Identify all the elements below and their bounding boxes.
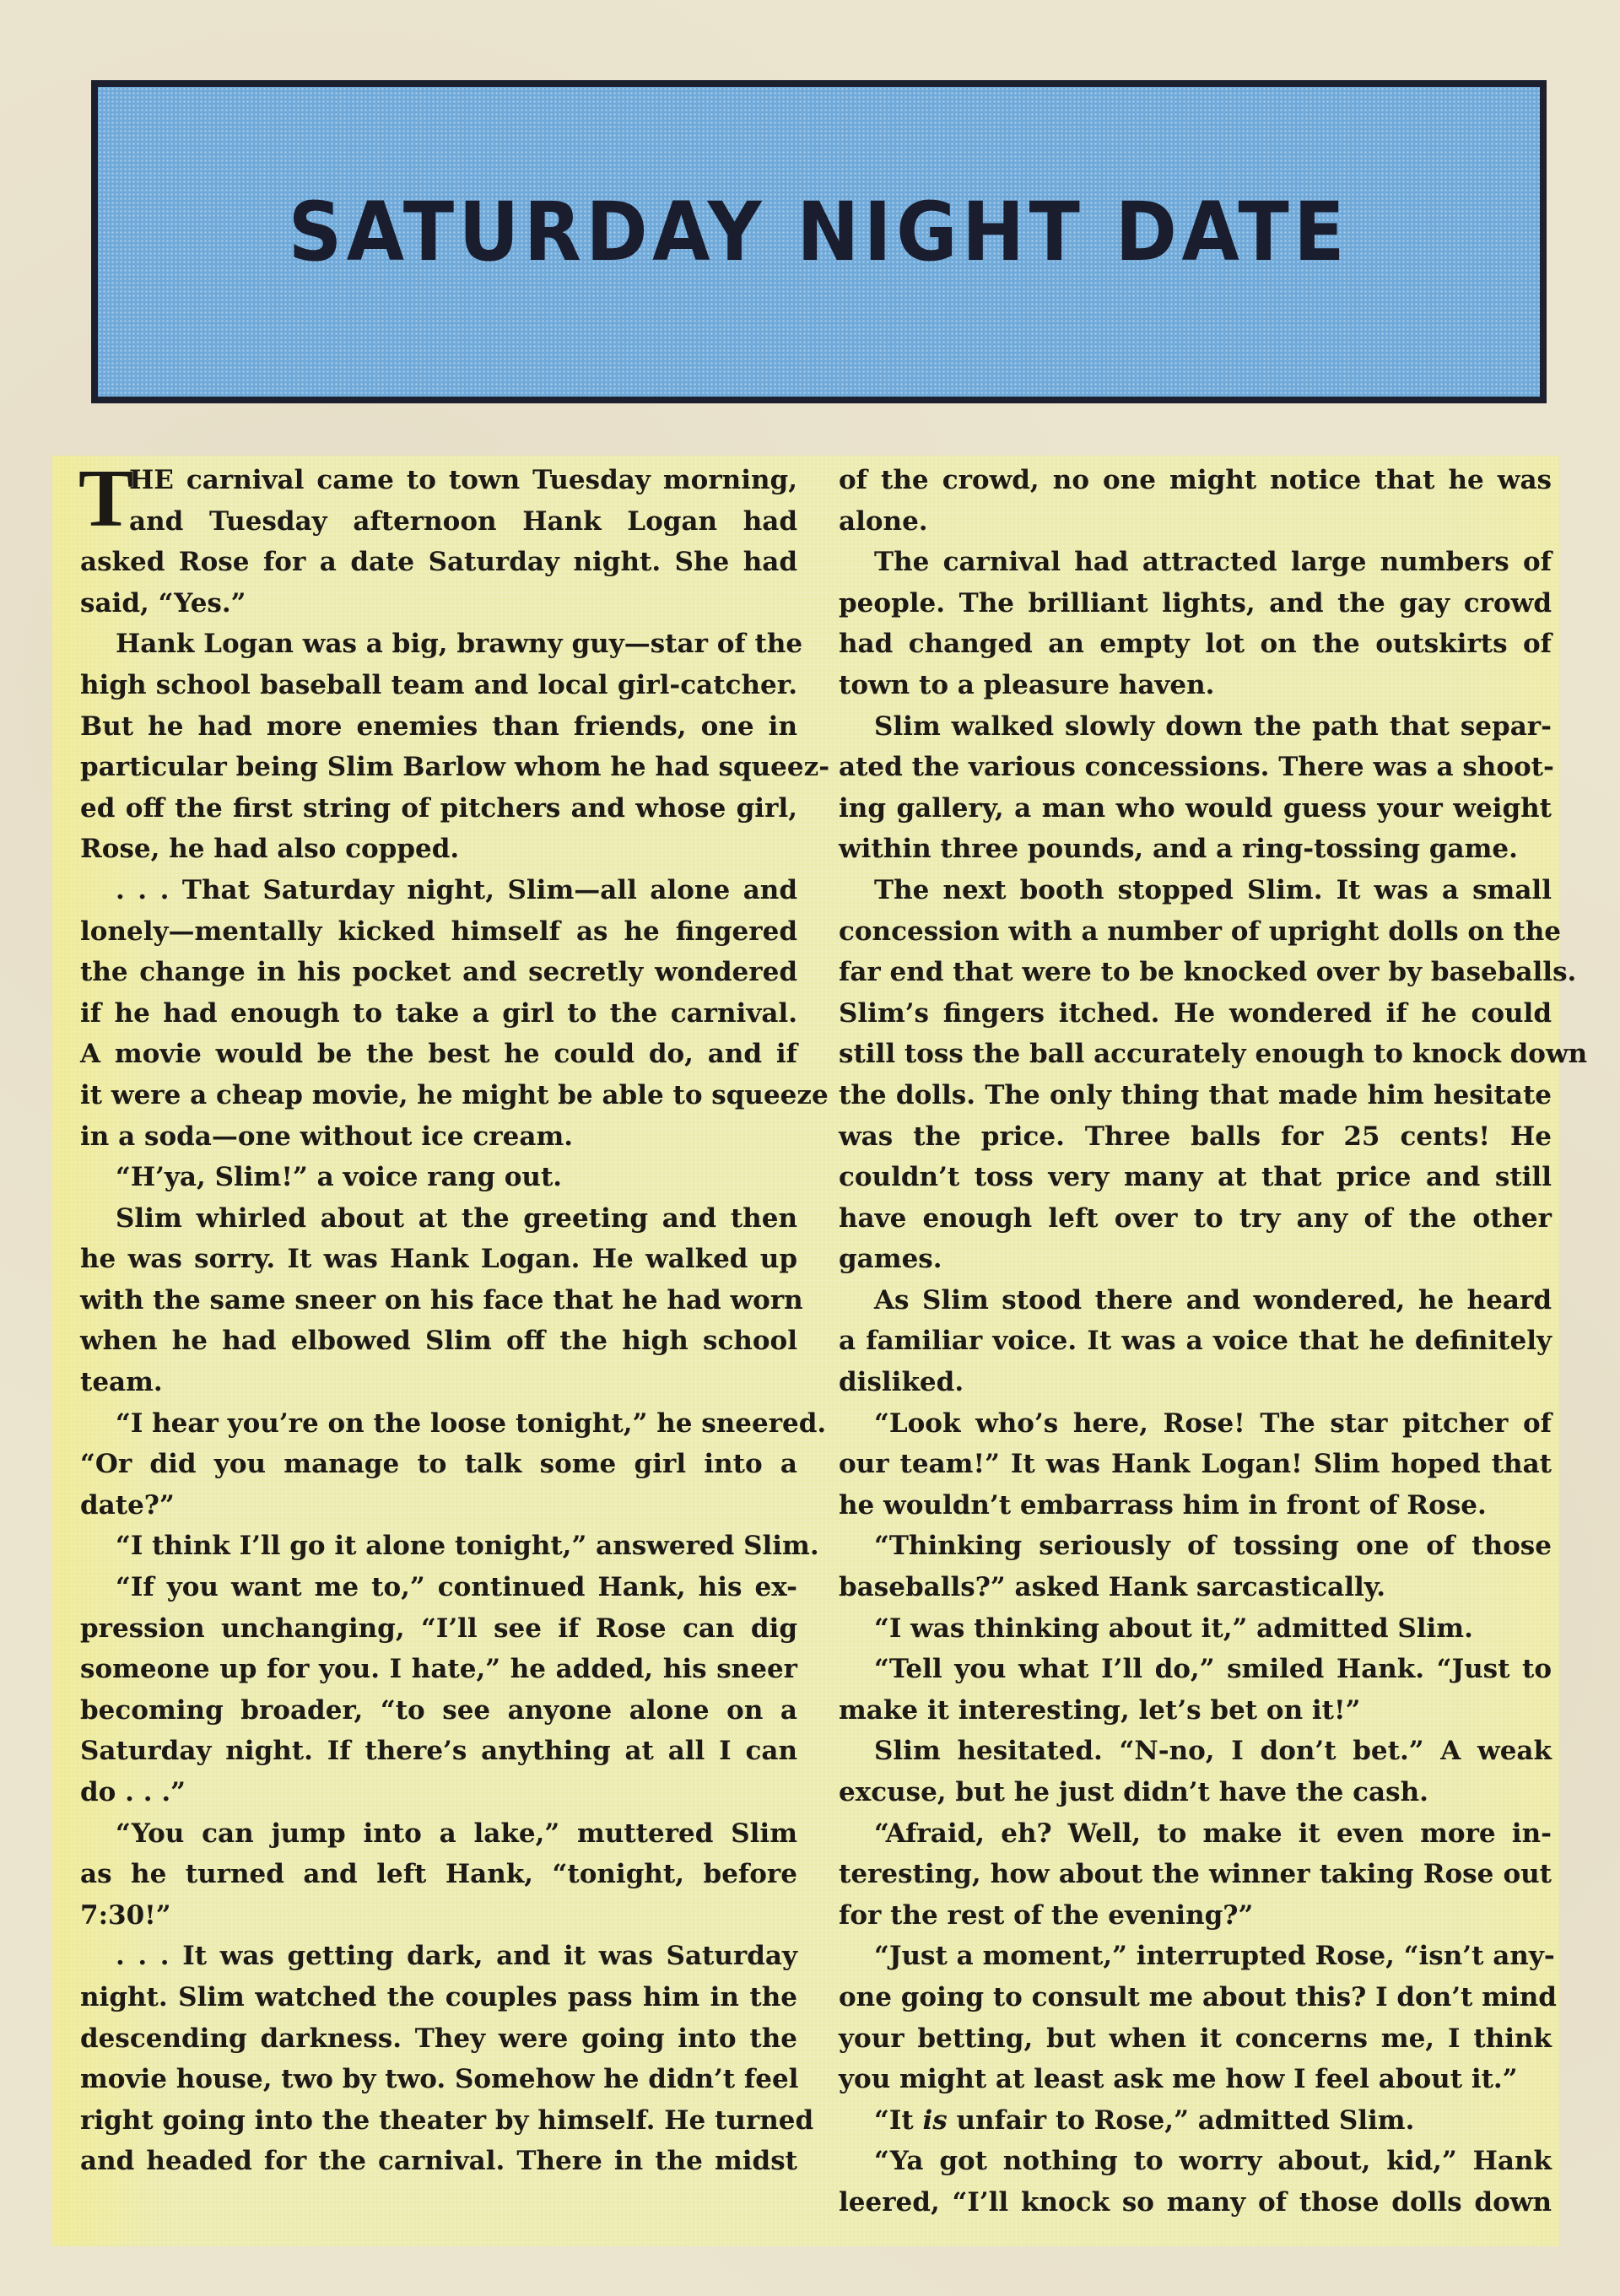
text-line: one going to consult me about this? I don’t mind — [839, 1981, 1557, 2012]
text-line: teresting, how about the winner taking Rose out — [839, 1859, 1552, 1890]
text-line: Saturday night. If there’s anything at all I can — [80, 1736, 797, 1767]
text-line: games. — [839, 1244, 942, 1275]
text-line: HE carnival came to town Tuesday morning, — [129, 465, 797, 495]
text-line: Hank Logan was a big, brawny guy—star of the — [116, 629, 803, 660]
text-line: you might at least ask me how I feel about it.” — [839, 2064, 1518, 2095]
text-line: right going into the theater by himself. He turned — [80, 2104, 814, 2136]
text-line: make it interesting, let’s bet on it!” — [839, 1694, 1361, 1726]
text-line: for the rest of the evening?” — [839, 1899, 1254, 1931]
text-line: “Or did you manage to talk some girl into a — [80, 1449, 797, 1480]
text-line: descending darkness. They were going into the — [80, 2023, 797, 2054]
text-line: said, “Yes.” — [80, 587, 246, 619]
text-line: team. — [80, 1367, 163, 1398]
text-line: still toss the ball accurately enough to knock down — [839, 1039, 1588, 1070]
text-line: Slim’s fingers itched. He wondered if he could — [839, 997, 1552, 1029]
drop-cap: T — [78, 453, 134, 544]
text-line: ing gallery, a man who would guess your weight — [839, 792, 1552, 824]
text-line: the dolls. The only thing that made him hesitate — [839, 1079, 1552, 1110]
text-line: and Tuesday afternoon Hank Logan had — [129, 505, 797, 537]
text-line: date?” — [80, 1489, 175, 1521]
text-line: he was sorry. It was Hank Logan. He walked up — [80, 1244, 797, 1275]
text-line: of the crowd, no one might notice that he was — [839, 465, 1552, 495]
text-line: . . . It was getting dark, and it was Saturday — [116, 1941, 797, 1972]
text-line: particular being Slim Barlow whom he had squeez- — [80, 752, 830, 783]
text-line: “Thinking seriously of tossing one of those — [874, 1531, 1552, 1562]
text-line: “I was thinking about it,” admitted Slim. — [874, 1613, 1473, 1644]
text-line: “Just a moment,” interrupted Rose, “isn’t any- — [874, 1941, 1555, 1972]
text-line: “I hear you’re on the loose tonight,” he sneered. — [116, 1407, 827, 1439]
text-line: . . . That Saturday night, Slim—all alone and — [116, 874, 797, 905]
text-line: was the price. Three balls for 25 cents! He — [839, 1121, 1552, 1152]
text-line: if he had enough to take a girl to the carnival. — [80, 997, 797, 1029]
text-line: The carnival had attracted large numbers of — [874, 547, 1552, 578]
text-line: when he had elbowed Slim off the high school — [80, 1326, 797, 1357]
text-line: Slim walked slowly down the path that separ- — [874, 710, 1552, 742]
text-line: high school baseball team and local girl-catcher. — [80, 669, 797, 700]
italic-emphasis: is — [922, 2104, 948, 2136]
story-column-left — [78, 453, 830, 2182]
text-line: The next booth stopped Slim. It was a small — [874, 874, 1552, 905]
text-line: As Slim stood there and wondered, he heard — [874, 1284, 1552, 1315]
text-line: had changed an empty lot on the outskirts of — [839, 629, 1552, 660]
text-line: alone. — [839, 505, 928, 537]
text-line: “Look who’s here, Rose! The star pitcher of — [874, 1407, 1552, 1439]
text-line: our team!” It was Hank Logan! Slim hoped that — [839, 1449, 1552, 1480]
story-title: SATURDAY NIGHT DATE — [288, 184, 1350, 279]
text-line: a familiar voice. It was a voice that he definitely — [839, 1326, 1552, 1357]
text-line: excuse, but he just didn’t have the cash. — [839, 1777, 1428, 1807]
text-line: it were a cheap movie, he might be able to squeeze — [80, 1079, 829, 1110]
text-line: people. The brilliant lights, and the gay crowd — [839, 587, 1552, 619]
text-line: “H’ya, Slim!” a voice rang out. — [116, 1162, 563, 1193]
text-line: baseballs?” asked Hank sarcastically. — [839, 1572, 1386, 1603]
text-line: becoming broader, “to see anyone alone on a — [80, 1694, 797, 1726]
text-line: ated the various concessions. There was a shoot- — [839, 752, 1554, 783]
text-line: disliked. — [839, 1367, 964, 1398]
text-line: couldn’t toss very many at that price and still — [839, 1162, 1552, 1193]
text-line: do . . .” — [80, 1777, 186, 1807]
text-line: concession with a number of upright dolls on the — [839, 916, 1561, 947]
text-line: lonely—mentally kicked himself as he fingered — [80, 916, 797, 947]
text-line: “Tell you what I’ll do,” smiled Hank. “Just to — [874, 1654, 1552, 1685]
text-line: “I think I’ll go it alone tonight,” answered Slim. — [116, 1531, 819, 1562]
text-line: ed off the first string of pitchers and whose girl, — [80, 792, 797, 824]
text-line: Slim hesitated. “N-no, I don’t bet.” A weak — [874, 1736, 1552, 1767]
text-line: he wouldn’t embarrass him in front of Rose. — [839, 1489, 1487, 1521]
text-line: far end that were to be knocked over by baseballs. — [839, 957, 1577, 988]
text-line: leered, “I’ll knock so many of those dolls down — [839, 2186, 1552, 2218]
text-line: pression unchanging, “I’ll see if Rose can dig — [80, 1613, 797, 1644]
text-line: your betting, but when it concerns me, I think — [839, 2023, 1552, 2054]
text-line: within three pounds, and a ring-tossing game. — [839, 834, 1518, 865]
text-line: Rose, he had also copped. — [80, 834, 460, 865]
text-line: 7:30!” — [80, 1899, 171, 1931]
story-column-right — [839, 460, 1588, 2223]
text-line: with the same sneer on his face that he had worn — [80, 1284, 803, 1315]
text-line: as he turned and left Hank, “tonight, before — [80, 1859, 797, 1890]
text-line: “It is unfair to Rose,” admitted Slim. — [874, 2104, 1415, 2136]
text-line: “Afraid, eh? Well, to make it even more in- — [874, 1818, 1552, 1849]
text-line: But he had more enemies than friends, one in — [80, 710, 797, 742]
text-line: in a soda—one without ice cream. — [80, 1121, 574, 1152]
text-line: have enough left over to try any of the other — [839, 1202, 1552, 1234]
text-line: someone up for you. I hate,” he added, his sneer — [80, 1654, 797, 1685]
text-line: asked Rose for a date Saturday night. She had — [80, 547, 797, 578]
text-line: A movie would be the best he could do, and if — [80, 1039, 797, 1070]
text-line: movie house, two by two. Somehow he didn’t feel — [80, 2064, 799, 2095]
text-line: Slim whirled about at the greeting and then — [116, 1202, 797, 1234]
text-line: “Ya got nothing to worry about, kid,” Hank — [874, 2146, 1552, 2177]
text-line: “If you want me to,” continued Hank, his ex- — [116, 1572, 797, 1603]
text-line: and headed for the carnival. There in the midst — [80, 2146, 797, 2177]
text-line: night. Slim watched the couples pass him in the — [80, 1981, 797, 2012]
title-banner — [91, 80, 1547, 403]
text-line: the change in his pocket and secretly wondered — [80, 957, 797, 988]
text-line: “You can jump into a lake,” muttered Slim — [116, 1818, 797, 1849]
text-line: town to a pleasure haven. — [839, 669, 1215, 700]
